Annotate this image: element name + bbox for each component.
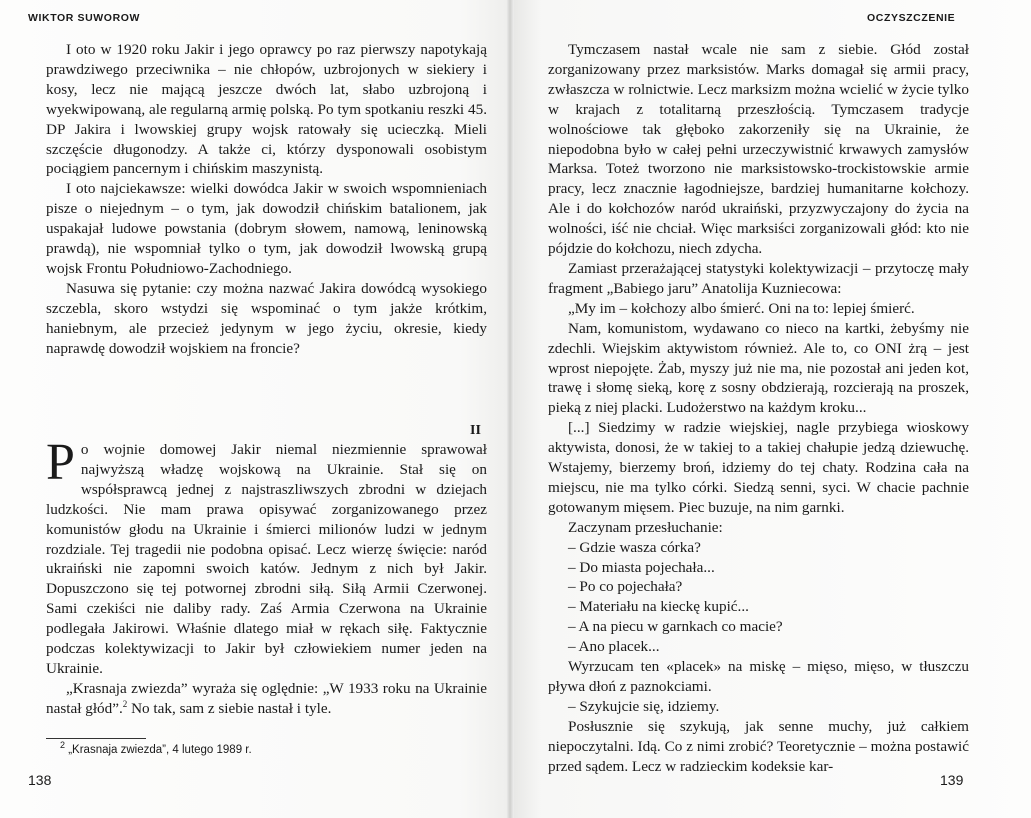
paragraph: Wyrzucam ten «placek» na miskę – mięso, mięso, w tłuszczu pływa dłoń z paznokciami. [548, 658, 969, 695]
quote-text: „Krasnaja zwiezda” wyraża się oględnie: „W 1933 roku na Ukrainie nastał głód”. [46, 679, 487, 717]
paragraph [46, 679, 487, 719]
footnote-number: 2 [60, 740, 66, 751]
left-section-text [46, 418, 487, 719]
right-body-text [548, 40, 969, 777]
section-first-paragraph [46, 434, 487, 679]
paragraph: I oto w 1920 roku Jakir i jego oprawcy po raz pierwszy napotykają prawdziwego przeciwnika – nie chłopów, uzbrojonych w siekiery i kosy, lecz nie mającą jeszcze dwóch lat, słabo uzbrojoną i wyekwipowaną, ale regularną armię polską. Po tym spotkaniu reszki 45. DP Jakira i lwowskiej grupy wojsk ratowały się ucieczką. Mieli szczęście długonodzy. A także ci, którzy dysponowali osobistym pociągiem pancernym i chińskim maszynistą. [46, 41, 487, 178]
dialogue-line: – Po co pojechała? [568, 578, 683, 596]
running-head-left: WIKTOR SUWOROW [28, 12, 141, 24]
drop-cap: P [46, 434, 75, 491]
dialogue-line: – Szykujcie się, idziemy. [568, 697, 720, 715]
dialogue-line: – Materiału na kieckę kupić... [568, 598, 749, 616]
dialogue-line: – Do miasta pojechała... [568, 558, 715, 576]
book-gutter [506, 0, 514, 818]
footnote [60, 740, 252, 756]
paragraph: Nam, komunistom, wydawano co nieco na kartki, żebyśmy nie zdechli. Wiejskim aktywistom również. Ale to, co ONI żrą – jest wprost niepojęte. Żab, myszy już nie ma, nie pozostał ani jeden kot, trawę i słomę sieką, korę z sosny obdzierają, rozcierają na proszek, pieką z niej placki. Ludożerstwo na każdym kroku... [548, 319, 969, 417]
dialogue-line: – Gdzie wasza córka? [568, 538, 701, 556]
running-head-right: OCZYSZCZENIE [867, 12, 956, 24]
section-number: II [470, 423, 481, 438]
paragraph-tail: No tak, sam z siebie nastał i tyle. [127, 699, 332, 717]
paragraph: Zaczynam przesłuchanie: [568, 518, 723, 536]
footnote-text: „Krasnaja zwiezda”, 4 lutego 1989 r. [68, 744, 252, 756]
page-number-right: 139 [940, 772, 964, 788]
footnote-reference[interactable]: 2 [122, 698, 128, 709]
paragraph: Nasuwa się pytanie: czy można nazwać Jakira dowódcą wysokiego szczebla, skoro wstydzi się wspominać o tym jakże krótkim, haniebnym, ale przecież jedynym w jego życiu, okresie, kiedy naprawdę dowodził wojskiem na froncie? [46, 279, 487, 357]
dialogue-line: – A na piecu w garnkach co macie? [568, 618, 783, 636]
section-paragraph-text: o wojnie domowej Jakir niemal niezmiennie sprawował najwyższą władzę wojskową na Ukrainie. Stał się on współsprawcą jednej z najstraszliwszych zbrodni w dziejach ludzkości. Nie mam prawa opisywać zorganizowanego przez komunistów głodu na Ukrainie i śmierci milionów ludzi w jednym rozdziale. Tej tragedii nie podobna opisać. Lecz wierzę święcie: naród ukraiński nie zapomni swoich katów. Jednym z nich był Jakir. Dopuszczono się tej potwornej zbrodni siłą. Siłą Armii Czerwonej. Sami czekiści nie daliby rady. Zaś Armia Czerwona na Ukrainie podlegała Jakirowi. Właśnie dlatego miał w rękach siłę. Faktycznie podczas kolektywizacji to Jakir był człowiekiem numer jeden na Ukrainie. [46, 441, 487, 677]
paragraph: „My im – kołchozy albo śmierć. Oni na to: lepiej śmierć. [568, 299, 915, 317]
paragraph: Tymczasem nastał wcale nie sam z siebie. Głód został zorganizowany przez marksistów. Marks domagał się armii pracy, zwłaszcza w rolnictwie. Lecz marksizm można wcielić w życie tylko w krajach z totalitarną przeszłością. Tymczasem tradycje wolnościowe tak głęboko zakorzeniły się na Ukrainie, że niepodobna było w całej pełni urzeczywistnić krwawych zamysłów Marksa. Toteż tworzono nie marksistowsko-trockistowskie armie pracy, lecz znacznie łagodniejsze, bardziej humanitarne kołchozy. Ale i do kołchozów naród ukraiński, przyzwyczajony do życia na wolności, iść nie chciał. Więc marksiści zorganizowali głód: kto nie pójdzie do kołchozu, niech zdycha. [548, 41, 969, 258]
paragraph: Posłusznie się szykują, jak senne muchy, już całkiem niepoczytalni. Idą. Co z nimi zrobić? Teoretycznie – można postawić przed sądem. Lecz w radzieckim kodeksie kar- [548, 717, 969, 775]
page-number-left: 138 [28, 772, 52, 788]
paragraph: Zamiast przerażającej statystyki kolektywizacji – przytoczę mały fragment „Babiego jaru” Anatolija Kuzniecowa: [548, 259, 969, 297]
paragraph: I oto najciekawsze: wielki dowódca Jakir w swoich wspomnieniach pisze o niejednym – o tym, jak dowodził chińskim batalionem, jak uspakajał ludowe powstania (dobrym słowem, namową, leninowską prawdą), nie wspomniał tylko o tym, jak dowodził lwowską grupą wojsk Frontu Południowo-Zachodniego. [46, 180, 487, 277]
dialogue-line: – Ano placek... [568, 638, 660, 656]
footnote-divider [46, 738, 146, 739]
paragraph: [...] Siedzimy w radzie wiejskiej, nagle przybiega wioskowy aktywista, donosi, że w takiej to a takiej chałupie jedzą dziewuchę. Wstajemy, bierzemy broń, idziemy do tej chaty. Rodzina cała na miejscu, nie ma tylko córki. Siedzą senni, syci. W chacie pachnie gotowanym mięsem. Piec buzuje, na nim garnki. [548, 419, 969, 516]
left-body-text [46, 40, 487, 359]
